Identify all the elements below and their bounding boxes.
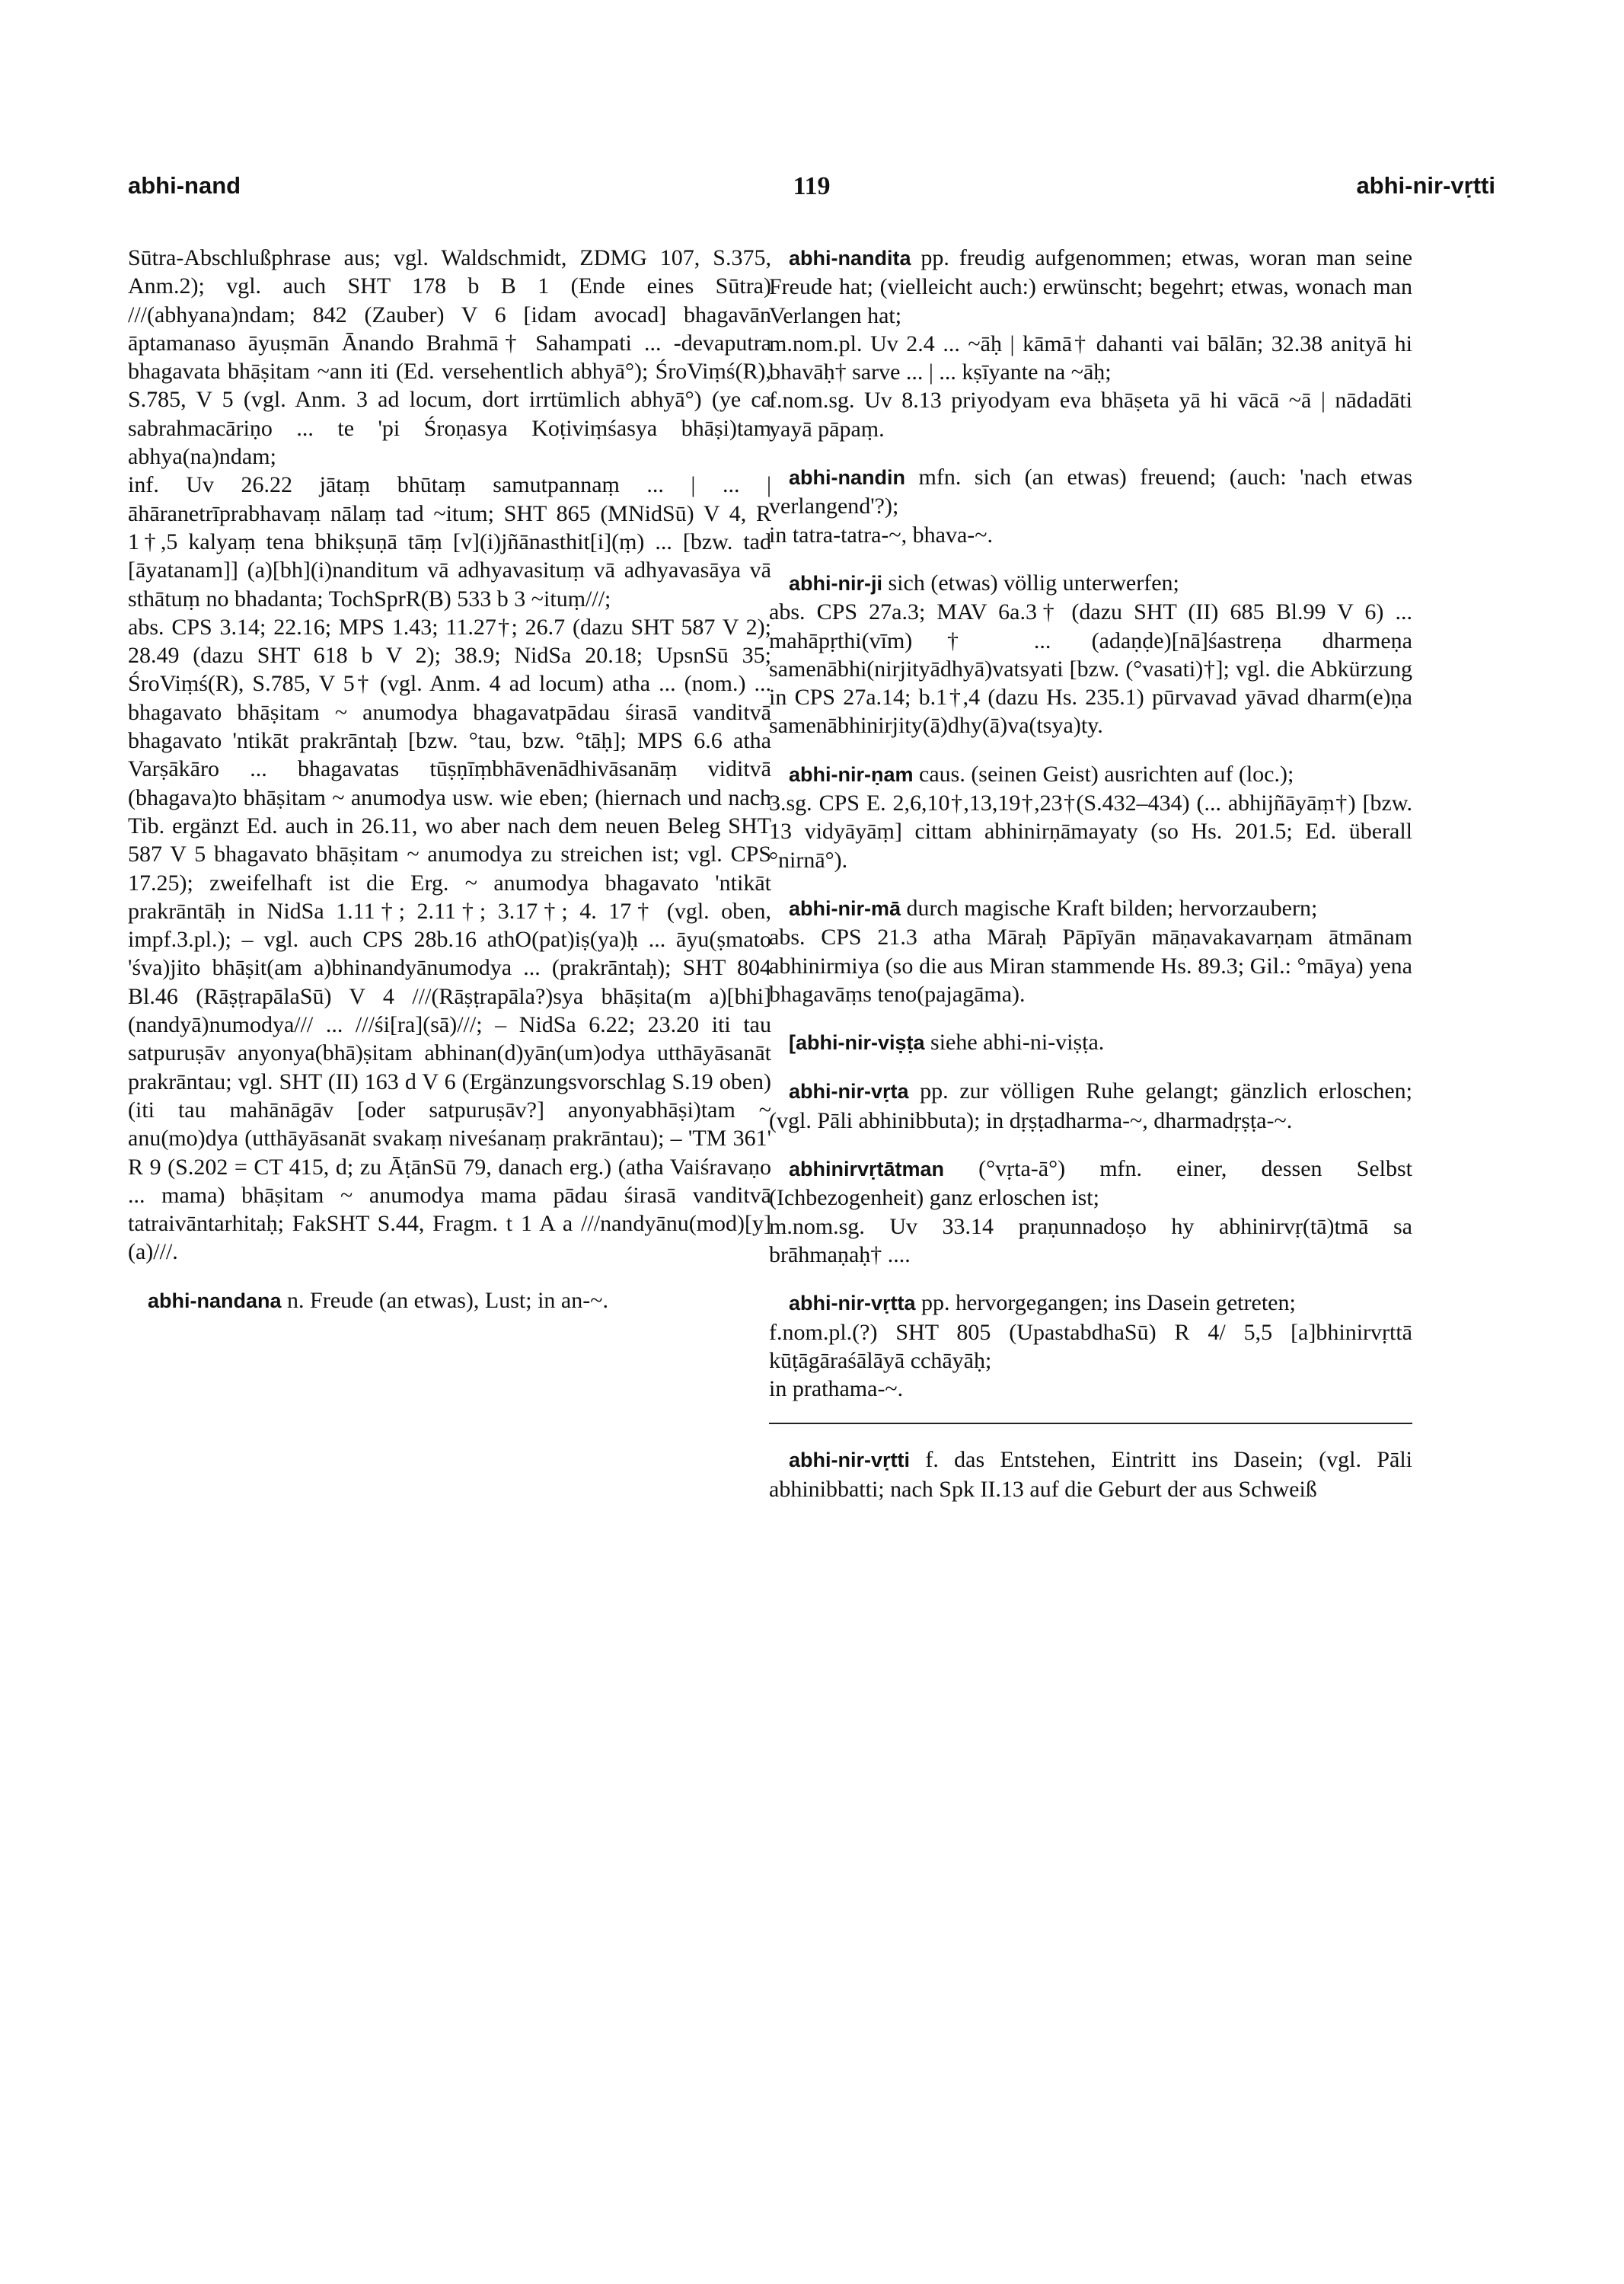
lemma: abhi-nir-ji (789, 571, 882, 595)
entry-text: mfn. sich (an etwas) freuend; (auch: 'nach etwas verlangend'?); (769, 465, 1413, 519)
entry-abhi-nir-vrtti (769, 1445, 1412, 1503)
entry-text: 3.sg. CPS E. 2,6,10†,13,19†,23†(S.432–434) (... abhijñāyāṃ†) [bzw. 13 vidyāyāṃ] cittam abhinirṇāmayaty (so Hs. 201.5; Ed. überall °nirnā°). (769, 791, 1412, 873)
entry-abhi-nir-ma (769, 894, 1412, 1008)
entry-abhi-nir-nam (769, 760, 1412, 874)
entry-text: (°vṛta-ā°) mfn. einer, dessen Selbst (Ichbezogenheit) ganz erloschen ist; (769, 1156, 1412, 1211)
entry-abhi-nir-vrtta (769, 1289, 1412, 1403)
lemma: abhi-nandana (148, 1289, 282, 1312)
entry-abhi-nir-vista (769, 1028, 1412, 1057)
entry-text: pp. hervorgegangen; ins Dasein getreten; (921, 1290, 1296, 1316)
entry-abhi-nandana (128, 1286, 771, 1315)
running-header (128, 172, 1495, 206)
lemma: abhi-nir-ṇam (789, 762, 914, 786)
lemma: abhi-nandita (789, 247, 911, 270)
entry-text: pp. zur völligen Ruhe gelangt; gänzlich erloschen; (vgl. Pāli abhinibbuta); in dṛṣṭadharma-~, dharmadṛṣṭa-~. (769, 1078, 1412, 1133)
left-column (128, 244, 771, 1335)
entry-text: f. das Entstehen, Eintritt ins Dasein; (vgl. Pāli abhinibbatti; nach Spk II.13 auf die Geburt der aus Schweiß (769, 1447, 1413, 1502)
entry-abhi-nir-vrta (769, 1077, 1412, 1135)
entry-text: pp. freudig aufgenommen; etwas, woran man seine Freude hat; (vielleicht auch:) erwünscht; begehrt; etwas, wonach man Verlangen hat; (769, 245, 1413, 328)
entry-text: caus. (seinen Geist) ausrichten auf (loc.); (919, 761, 1294, 787)
entry-text: n. Freude (an etwas), Lust; in an-~. (287, 1287, 608, 1313)
entry-abhinirvrtatman (769, 1155, 1412, 1269)
entry-text: Sūtra-Abschlußphrase aus; vgl. Waldschmidt, ZDMG 107, S.375, Anm.2); vgl. auch SHT 178 b B 1 (Ende eines Sūtra) ///(abhyana)ndam; 842 (Zauber) V 6 [idam avocad] bhagavān āptamanaso āyuṣmān Ānando Brahmā† Sahampati ... -devaputra bhagavata bhāṣitam ~ann iti (Ed. versehentlich abhyā°); ŚroViṃś(R), S.785, V 5 (vgl. Anm. 3 ad locum, dort irrtümlich abhyā°) (ye ca sabrahmacāriṇo ... te 'pi Śroṇasya Koṭiviṃśasya bhāṣi)tam abhya(na)ndam; (128, 245, 771, 470)
entry-abhi-nir-ji (769, 569, 1412, 740)
entry-text: m.nom.sg. Uv 33.14 praṇunnadoṣo hy abhinirvṛ(tā)tmā sa brāhmaṇaḥ† .... (769, 1213, 1412, 1267)
lemma: abhi-nandin (789, 466, 905, 490)
entry-continuation (128, 244, 771, 1267)
entry-text: siehe abhi-ni-viṣṭa. (930, 1030, 1105, 1056)
entry-abhi-nandita (769, 244, 1412, 443)
header-right-headword: abhi-nir-vṛtti (1356, 172, 1495, 199)
entry-text: abs. CPS 21.3 atha Māraḥ Pāpīyān māṇavakavarṇam ātmānam abhinirmiya (so die aus Miran stammende Hs. 89.3; Gil.: °māya) yena bhagavāṃs teno(pajagāma). (769, 925, 1412, 1007)
entry-text: in tatra-tatra-~, bhava-~. (769, 522, 993, 548)
entry-text: inf. Uv 26.22 jātaṃ bhūtaṃ samutpannaṃ ... | ... | āhāranetrīprabhavaṃ nālaṃ tad ~itum; SHT 865 (MNidSū) V 4, R 1†,5 kalyaṃ tena bhikṣuṇā tāṃ [v](i)jñānasthit[i](ṃ) ... [bzw. tad [āyatanam]] (a)[bh](i)nanditum vā adhyavasituṃ vā adhyavasāya vā sthātuṃ no bhadanta; TochSprR(B) 533 b 3 ~ituṃ///; (128, 472, 771, 612)
lemma: abhi-nir-vṛta (789, 1080, 909, 1104)
entry-text: sich (etwas) völlig unterwerfen; (888, 570, 1179, 596)
entry-text: f.nom.sg. Uv 8.13 priyodyam eva bhāṣeta yā hi vācā ~ā | nādadāti yayā pāpaṃ. (769, 388, 1412, 442)
right-column (769, 244, 1412, 1523)
entry-text: m.nom.pl. Uv 2.4 ... ~āḥ | kāmā† dahanti vai bālān; 32.38 anityā hi bhavāḥ† sarve ... | ... kṣīyante na ~āḥ; (769, 331, 1412, 385)
lemma: abhinirvṛtātman (789, 1158, 945, 1181)
entry-text: abs. CPS 3.14; 22.16; MPS 1.43; 11.27†; 26.7 (dazu SHT 587 V 2); 28.49 (dazu SHT 618 b V 2); 38.9; NidSa 20.18; UpsnSū 35; ŚroViṃś(R), S.785, V 5† (vgl. Anm. 4 ad locum) atha ... (nom.) ... bhagavato bhāṣitam ~ anumodya bhagavatpādau śirasā vanditvā bhagavato 'ntikāt prakrāntaḥ [bzw. °tau, bzw. °tāḥ]; MPS 6.6 atha Varṣākāro ... bhagavatas tūṣṇīṃbhāvenādhivāsanāṃ viditvā (bhagava)to bhāṣitam ~ anumodya usw. wie eben; (hiernach und nach Tib. ergänzt Ed. auch in 26.11, wo aber nach dem neuen Beleg SHT 587 V 5 bhagavato bhāṣitam ~ anumodya zu streichen ist; vgl. CPS 17.25); zweifelhaft ist die Erg. ~ anumodya bhagavato 'ntikāt prakrāntāḥ in NidSa 1.11†; 2.11†; 3.17†; 4. 17† (vgl. oben, impf.3.pl.); – vgl. auch CPS 28b.16 athO(pat)iṣ(ya)ḥ ... āyu(ṣmato 'śva)jito bhāṣit(am a)bhinandyānumodya ... (prakrāntaḥ); SHT 804 Bl.46 (RāṣṭrapālaSū) V 4 ///(Rāṣṭrapāla?)sya bhāṣita(m a)[bhi](nandyā)numodya/// ... ///śi[ra](sā)///; – NidSa 6.22; 23.20 iti tau satpuruṣāv anyonya(bhā)ṣitam abhinan(d)yān(um)odya utthāyāsanāt prakrāntau; vgl. SHT (II) 163 d V 6 (Ergänzungsvorschlag S.19 oben) (iti tau mahānāgāv [oder satpuruṣāv?] anyonyabhāṣi)tam ~ anu(mo)dya (utthāyāsanāt svakaṃ niveśanaṃ prakrāntau); – 'TM 361' R 9 (S.202 = CT 415, d; zu ĀṭānSū 79, danach erg.) (atha Vaiśravaṇo ... mama) bhāṣitam ~ anumodya mama pādau śirasā vanditvā tatraivāntarhitaḥ; FakSHT S.44, Fragm. t 1 A a ///nandyānu(mod)[y](a)///. (128, 614, 771, 1265)
section-divider (769, 1423, 1412, 1424)
lemma: abhi-nir-mā (789, 896, 901, 920)
lemma: abhi-nir-vṛtti (789, 1449, 910, 1472)
entry-text: in prathama-~. (769, 1376, 904, 1402)
entry-text: durch magische Kraft bilden; hervorzaubern; (906, 895, 1318, 921)
lemma: [abhi-nir-viṣṭa (789, 1031, 925, 1055)
entry-text: abs. CPS 27a.3; MAV 6a.3† (dazu SHT (II) 685 Bl.99 V 6) ... mahāpṛthi(vīm)† ... (adaṇḍe)[nā]śastreṇa dharmeṇa samenābhi(nirjityādhyā)vatsyati [bzw. (°vasati)†]; vgl. die Abkürzung in CPS 27a.14; b.1†,4 (dazu Hs. 235.1) pūrvavad yāvad dharm(e)ṇa samenābhinirjity(ā)dhy(ā)va(tsya)ty. (769, 599, 1412, 739)
entry-abhi-nandin (769, 463, 1412, 549)
header-left-headword: abhi-nand (128, 172, 241, 199)
lemma: abhi-nir-vṛtta (789, 1292, 916, 1315)
page-number: 119 (793, 172, 831, 200)
entry-text: f.nom.pl.(?) SHT 805 (UpastabdhaSū) R 4/ 5,5 [a]bhinirvṛttā kūṭāgāraśālāyā cchāyāḥ; (769, 1319, 1412, 1373)
